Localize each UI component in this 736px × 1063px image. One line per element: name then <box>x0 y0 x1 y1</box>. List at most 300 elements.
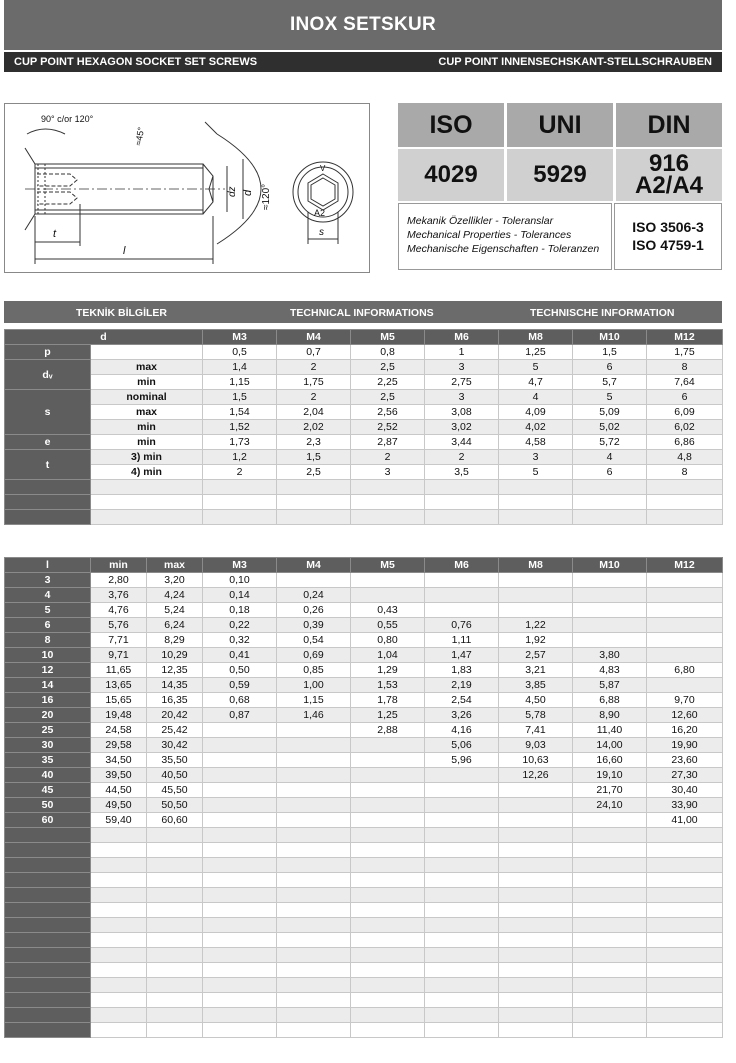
table2-cell: 6,80 <box>647 663 723 678</box>
table2-empty-cell <box>647 1008 723 1023</box>
table1-cell: 4,7 <box>499 375 573 390</box>
table2-empty-cell <box>573 963 647 978</box>
iso-references <box>614 203 722 270</box>
angle45-label: ≈45° <box>133 126 147 147</box>
table1-empty-label <box>5 510 91 525</box>
table2-empty-cell <box>203 933 277 948</box>
table2-row <box>5 738 723 753</box>
table2-empty-cell <box>147 993 203 1008</box>
table1-empty-row <box>5 480 723 495</box>
table1-empty-row <box>5 510 723 525</box>
table1-row <box>5 450 723 465</box>
table2-empty-label <box>5 978 91 993</box>
table1-header-cell: M12 <box>647 330 723 345</box>
table1-cell: 7,64 <box>647 375 723 390</box>
table2-empty-cell <box>351 873 425 888</box>
table2-empty-cell <box>147 858 203 873</box>
table1-empty-label <box>5 480 91 495</box>
table2-cell: 4,76 <box>91 603 147 618</box>
table2-cell <box>203 768 277 783</box>
table2-length-label: 40 <box>5 768 91 783</box>
table2-cell: 16,60 <box>573 753 647 768</box>
table2-empty-cell <box>91 888 147 903</box>
table2-cell <box>499 573 573 588</box>
table1-cell: 4 <box>573 450 647 465</box>
table2-empty-cell <box>351 903 425 918</box>
table2-cell: 19,10 <box>573 768 647 783</box>
table2-cell: 1,11 <box>425 633 499 648</box>
table2-cell: 0,24 <box>277 588 351 603</box>
table2-empty-cell <box>425 918 499 933</box>
table2-cell <box>203 783 277 798</box>
table1-cell: 8 <box>647 465 723 480</box>
table2-empty-cell <box>573 888 647 903</box>
table1-cell: 5 <box>499 360 573 375</box>
table2-empty-cell <box>147 918 203 933</box>
table2-cell: 59,40 <box>91 813 147 828</box>
table2-cell: 5,06 <box>425 738 499 753</box>
table2-cell <box>277 783 351 798</box>
table2-empty-cell <box>147 978 203 993</box>
table2-cell <box>277 723 351 738</box>
table2-empty-cell <box>91 993 147 1008</box>
table1-row-label: s <box>5 390 91 435</box>
table1-empty-cell <box>277 510 351 525</box>
table1-cell: 0,5 <box>203 345 277 360</box>
length-weight-table <box>4 557 723 1038</box>
table2-empty-cell <box>499 948 573 963</box>
table2-row <box>5 693 723 708</box>
table2-cell <box>277 738 351 753</box>
mechanical-tr: Mekanik Özellikler - Toleranslar <box>407 215 554 227</box>
table2-cell: 49,50 <box>91 798 147 813</box>
table2-empty-cell <box>425 963 499 978</box>
dz-label: dz <box>227 186 238 197</box>
table1-sub-label: 3) min <box>91 450 203 465</box>
table1-row-label: e <box>5 435 91 450</box>
table2-cell: 25,42 <box>147 723 203 738</box>
table2-empty-label <box>5 903 91 918</box>
table2-cell: 5,76 <box>91 618 147 633</box>
std-header-uni: UNI <box>507 103 613 147</box>
table2-empty-cell <box>425 978 499 993</box>
table2-cell: 4,83 <box>573 663 647 678</box>
table2-empty-cell <box>499 918 573 933</box>
table2-empty-cell <box>499 993 573 1008</box>
table2-empty-cell <box>277 963 351 978</box>
table2-empty-cell <box>425 948 499 963</box>
table2-empty-cell <box>647 948 723 963</box>
table2-cell: 0,59 <box>203 678 277 693</box>
mechanical-properties <box>398 203 612 270</box>
table2-cell: 14,00 <box>573 738 647 753</box>
table2-cell: 1,53 <box>351 678 425 693</box>
table2-empty-cell <box>203 978 277 993</box>
table1-header-cell: M10 <box>573 330 647 345</box>
table1-cell: 4,58 <box>499 435 573 450</box>
table1-row <box>5 435 723 450</box>
table2-row <box>5 783 723 798</box>
table1-cell: 3,44 <box>425 435 499 450</box>
table1-empty-cell <box>573 495 647 510</box>
table2-cell: 0,85 <box>277 663 351 678</box>
table2-cell <box>573 813 647 828</box>
table2-cell: 2,88 <box>351 723 425 738</box>
table2-cell <box>425 813 499 828</box>
table1-empty-cell <box>203 480 277 495</box>
table2-cell <box>499 813 573 828</box>
table1-header-cell: M4 <box>277 330 351 345</box>
table2-cell: 30,42 <box>147 738 203 753</box>
table2-length-label: 20 <box>5 708 91 723</box>
table1-empty-label <box>5 495 91 510</box>
table2-cell <box>647 588 723 603</box>
table2-empty-cell <box>203 1023 277 1038</box>
table2-empty-row <box>5 828 723 843</box>
table1-cell: 3 <box>499 450 573 465</box>
table2-empty-row <box>5 993 723 1008</box>
table2-cell: 2,57 <box>499 648 573 663</box>
table2-empty-label <box>5 1023 91 1038</box>
table2-row <box>5 573 723 588</box>
table2-cell: 1,78 <box>351 693 425 708</box>
table2-empty-cell <box>499 963 573 978</box>
table2-header-cell: M3 <box>203 558 277 573</box>
std-header-iso: ISO <box>398 103 504 147</box>
table1-cell: 6,09 <box>647 405 723 420</box>
table2-length-label: 14 <box>5 678 91 693</box>
table1-cell: 3 <box>425 390 499 405</box>
table1-empty-cell <box>425 495 499 510</box>
table2-cell: 2,19 <box>425 678 499 693</box>
table2-cell: 3,20 <box>147 573 203 588</box>
table2-cell: 4,24 <box>147 588 203 603</box>
table1-cell: 4,09 <box>499 405 573 420</box>
table2-cell <box>425 768 499 783</box>
d-label: d <box>242 189 254 196</box>
table2-cell <box>647 633 723 648</box>
table2-empty-cell <box>647 933 723 948</box>
table2-cell: 30,40 <box>647 783 723 798</box>
table1-cell: 3,02 <box>425 420 499 435</box>
table2-empty-cell <box>425 828 499 843</box>
table1-empty-cell <box>573 510 647 525</box>
table1-empty-cell <box>351 495 425 510</box>
table2-empty-label <box>5 858 91 873</box>
table1-header-cell: M6 <box>425 330 499 345</box>
table2-cell: 16,35 <box>147 693 203 708</box>
table2-empty-cell <box>351 843 425 858</box>
table2-empty-label <box>5 963 91 978</box>
table2-empty-cell <box>573 933 647 948</box>
table2-cell: 0,32 <box>203 633 277 648</box>
table2-empty-cell <box>91 1008 147 1023</box>
table2-cell: 0,26 <box>277 603 351 618</box>
table2-cell: 1,22 <box>499 618 573 633</box>
table2-empty-cell <box>647 1023 723 1038</box>
table2-cell <box>573 633 647 648</box>
table2-cell: 3,76 <box>91 588 147 603</box>
table1-sub-label: nominal <box>91 390 203 405</box>
table2-cell <box>425 783 499 798</box>
table2-cell: 16,20 <box>647 723 723 738</box>
table2-length-label: 3 <box>5 573 91 588</box>
table2-header-cell: max <box>147 558 203 573</box>
table2-empty-cell <box>91 858 147 873</box>
table2-cell: 9,71 <box>91 648 147 663</box>
table1-cell: 4 <box>499 390 573 405</box>
table1-header-cell: d <box>5 330 203 345</box>
table1-cell: 3 <box>425 360 499 375</box>
table2-length-label: 25 <box>5 723 91 738</box>
table2-cell: 3,21 <box>499 663 573 678</box>
table1-empty-cell <box>647 480 723 495</box>
table2-empty-cell <box>573 843 647 858</box>
table2-empty-cell <box>91 918 147 933</box>
table2-empty-cell <box>147 933 203 948</box>
table2-empty-cell <box>91 828 147 843</box>
table2-cell: 1,47 <box>425 648 499 663</box>
table2-empty-cell <box>147 1023 203 1038</box>
table2-cell <box>351 573 425 588</box>
table2-cell <box>647 648 723 663</box>
table2-length-label: 12 <box>5 663 91 678</box>
table2-cell: 10,29 <box>147 648 203 663</box>
table1-cell: 2 <box>203 465 277 480</box>
table1-cell: 2,5 <box>277 465 351 480</box>
table2-empty-cell <box>647 873 723 888</box>
table2-empty-cell <box>277 828 351 843</box>
set-screw-drawing <box>5 104 369 272</box>
table2-empty-cell <box>91 933 147 948</box>
table2-cell: 4,50 <box>499 693 573 708</box>
table2-empty-row <box>5 843 723 858</box>
table1-row <box>5 360 723 375</box>
table2-empty-cell <box>277 873 351 888</box>
table2-empty-label <box>5 993 91 1008</box>
table2-empty-cell <box>147 948 203 963</box>
table1-cell: 2,02 <box>277 420 351 435</box>
table2-empty-row <box>5 963 723 978</box>
table2-empty-cell <box>277 948 351 963</box>
table2-cell: 0,43 <box>351 603 425 618</box>
table2-cell: 1,00 <box>277 678 351 693</box>
table2-cell: 7,71 <box>91 633 147 648</box>
standards-box <box>398 103 722 270</box>
table2-cell: 7,41 <box>499 723 573 738</box>
table2-cell <box>499 588 573 603</box>
table2-empty-cell <box>573 918 647 933</box>
table2-cell <box>499 798 573 813</box>
table2-cell: 15,65 <box>91 693 147 708</box>
table2-empty-cell <box>277 888 351 903</box>
table2-row <box>5 768 723 783</box>
table2-length-label: 10 <box>5 648 91 663</box>
table1-cell: 1,5 <box>203 390 277 405</box>
table2-cell <box>351 813 425 828</box>
table1-row <box>5 465 723 480</box>
table2-cell: 3,85 <box>499 678 573 693</box>
table2-cell <box>425 573 499 588</box>
table2-cell: 3,26 <box>425 708 499 723</box>
table2-empty-cell <box>351 978 425 993</box>
table2-empty-cell <box>91 978 147 993</box>
table2-empty-row <box>5 918 723 933</box>
table2-empty-cell <box>351 828 425 843</box>
table1-empty-cell <box>499 480 573 495</box>
table2-empty-cell <box>91 1023 147 1038</box>
table1-cell: 2,5 <box>351 390 425 405</box>
table2-empty-cell <box>147 1008 203 1023</box>
table1-header-row <box>5 330 723 345</box>
table2-empty-cell <box>647 978 723 993</box>
table1-cell: 2,3 <box>277 435 351 450</box>
table2-length-label: 30 <box>5 738 91 753</box>
table1-cell: 2 <box>277 390 351 405</box>
angle120-label: ≈120° <box>261 183 272 210</box>
table2-empty-row <box>5 933 723 948</box>
table2-cell: 19,48 <box>91 708 147 723</box>
table2-length-label: 4 <box>5 588 91 603</box>
table2-cell <box>277 813 351 828</box>
technical-drawing <box>4 103 370 273</box>
std-number-uni: 5929 <box>507 149 613 201</box>
table2-empty-cell <box>203 858 277 873</box>
subtitle-left: CUP POINT HEXAGON SOCKET SET SCREWS <box>14 56 258 68</box>
table2-empty-cell <box>277 1008 351 1023</box>
table2-row <box>5 648 723 663</box>
table2-empty-cell <box>425 903 499 918</box>
table2-empty-cell <box>351 1023 425 1038</box>
table2-cell: 2,80 <box>91 573 147 588</box>
table1-empty-cell <box>425 480 499 495</box>
table2-empty-cell <box>647 903 723 918</box>
table2-row <box>5 813 723 828</box>
s-label: s <box>319 227 324 238</box>
table1-cell: 3,08 <box>425 405 499 420</box>
table2-empty-cell <box>573 978 647 993</box>
table2-cell <box>647 603 723 618</box>
table2-empty-cell <box>351 963 425 978</box>
table1-cell: 1,54 <box>203 405 277 420</box>
table2-empty-label <box>5 873 91 888</box>
table2-cell <box>647 573 723 588</box>
table2-cell <box>203 738 277 753</box>
table2-length-label: 60 <box>5 813 91 828</box>
table2-empty-cell <box>203 903 277 918</box>
table1-cell: 2 <box>277 360 351 375</box>
table2-cell: 6,88 <box>573 693 647 708</box>
table2-empty-cell <box>425 1008 499 1023</box>
table2-cell: 0,41 <box>203 648 277 663</box>
table2-cell: 1,92 <box>499 633 573 648</box>
table1-cell: 0,8 <box>351 345 425 360</box>
table2-empty-cell <box>147 888 203 903</box>
table2-cell <box>351 738 425 753</box>
table2-empty-cell <box>499 888 573 903</box>
table1-row-label: p <box>5 345 91 360</box>
table1-header-cell: M3 <box>203 330 277 345</box>
table2-cell: 14,35 <box>147 678 203 693</box>
table2-row <box>5 618 723 633</box>
table2-empty-cell <box>647 963 723 978</box>
table2-cell: 10,63 <box>499 753 573 768</box>
table2-empty-cell <box>91 873 147 888</box>
table2-cell: 35,50 <box>147 753 203 768</box>
table2-empty-cell <box>277 858 351 873</box>
table1-cell: 3,5 <box>425 465 499 480</box>
table1-cell: 2,75 <box>425 375 499 390</box>
table2-row <box>5 723 723 738</box>
table1-cell: 1,75 <box>647 345 723 360</box>
table2-row <box>5 753 723 768</box>
dimensions-table <box>4 329 723 525</box>
table1-cell: 2 <box>425 450 499 465</box>
table1-empty-cell <box>351 510 425 525</box>
table2-cell: 8,90 <box>573 708 647 723</box>
table2-cell <box>425 588 499 603</box>
table2-cell: 0,14 <box>203 588 277 603</box>
table1-empty-cell <box>91 495 203 510</box>
iso-ref-4759: ISO 4759-1 <box>632 237 704 253</box>
table2-empty-cell <box>203 828 277 843</box>
subtitle-right: CUP POINT INNENSECHSKANT-STELLSCHRAUBEN <box>438 56 712 68</box>
table2-empty-cell <box>277 843 351 858</box>
page-title-text: INOX SETSKUR <box>289 14 437 35</box>
table1-cell: 8 <box>647 360 723 375</box>
table2-empty-cell <box>573 948 647 963</box>
table2-length-label: 8 <box>5 633 91 648</box>
table2-empty-cell <box>203 873 277 888</box>
table2-empty-cell <box>647 993 723 1008</box>
table2-empty-cell <box>203 918 277 933</box>
table2-empty-cell <box>573 1008 647 1023</box>
table2-cell: 9,03 <box>499 738 573 753</box>
v-label: V <box>320 164 326 173</box>
table2-empty-row <box>5 1008 723 1023</box>
table2-empty-cell <box>499 903 573 918</box>
table2-row <box>5 708 723 723</box>
table2-cell: 5,87 <box>573 678 647 693</box>
table2-empty-cell <box>573 993 647 1008</box>
table1-sub-label: min <box>91 435 203 450</box>
table2-empty-cell <box>147 843 203 858</box>
table1-empty-cell <box>91 510 203 525</box>
table2-empty-cell <box>351 993 425 1008</box>
table2-cell: 39,50 <box>91 768 147 783</box>
table2-cell: 41,00 <box>647 813 723 828</box>
table2-cell <box>351 783 425 798</box>
table2-empty-cell <box>203 948 277 963</box>
table1-row-label: dᵥ <box>5 360 91 390</box>
table1-header-cell: M8 <box>499 330 573 345</box>
table2-empty-cell <box>573 1023 647 1038</box>
table2-empty-cell <box>91 903 147 918</box>
table1-cell: 6,02 <box>647 420 723 435</box>
table1-cell: 2 <box>351 450 425 465</box>
info-label-de: TECHNISCHE INFORMATION <box>530 307 675 319</box>
table1-empty-cell <box>573 480 647 495</box>
table2-cell: 12,35 <box>147 663 203 678</box>
table1-cell: 5 <box>499 465 573 480</box>
table2-cell: 0,76 <box>425 618 499 633</box>
table2-header-cell: min <box>91 558 147 573</box>
table2-cell: 0,18 <box>203 603 277 618</box>
table2-cell: 0,50 <box>203 663 277 678</box>
table2-empty-cell <box>573 828 647 843</box>
table2-empty-cell <box>277 978 351 993</box>
table2-cell: 1,29 <box>351 663 425 678</box>
